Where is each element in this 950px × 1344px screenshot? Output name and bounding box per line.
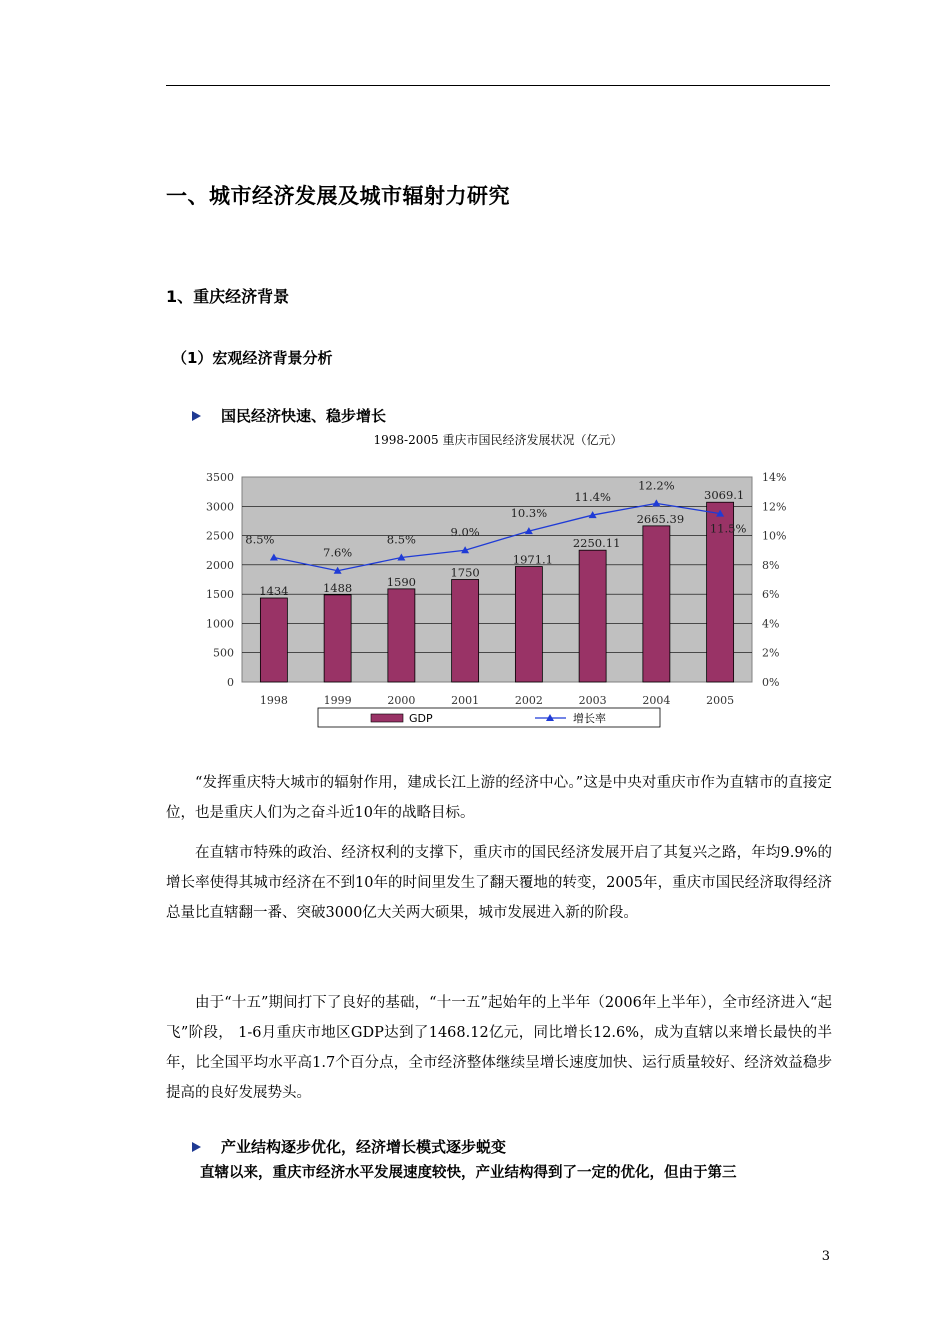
header-rule	[166, 85, 830, 86]
paragraph: “发挥重庆特大城市的辐射作用，建成长江上游的经济中心。”这是中央对重庆市作为直辖市的直接定位，也是重庆人们为之奋斗近10年的战略目标。	[166, 775, 832, 821]
x-tick-label: 2000	[387, 694, 416, 707]
legend-swatch-gdp	[371, 714, 403, 722]
gdp-chart	[190, 462, 790, 734]
bullet-item	[192, 1136, 506, 1157]
gdp-data-label: 1750	[450, 565, 480, 580]
gdp-data-label: 1488	[322, 580, 353, 595]
y-tick-label: 3000	[206, 500, 234, 514]
growth-data-label: 11.4%	[574, 490, 611, 505]
legend-label-growth: 增长率	[573, 712, 606, 725]
legend-box	[318, 708, 660, 727]
gdp-bar	[260, 598, 287, 682]
y-tick-label: 1000	[206, 617, 234, 631]
plot-area	[242, 477, 752, 682]
growth-data-label: 8.5%	[386, 532, 416, 547]
y2-tick-label: 6%	[762, 588, 780, 602]
growth-data-label: 8.5%	[245, 532, 275, 547]
x-tick-label: 2001	[451, 694, 480, 707]
paragraph: 在直辖市特殊的政治、经济权利的支撑下，重庆市的国民经济发展开启了其复兴之路，年均9.9%的增长率使得其城市经济在不到10年的时间里发生了翻天覆地的转变，2005年，重庆市国民经济取得经济总量比直辖翻一番、突破3000亿大关两大硕果，城市发展进入新的阶段。	[166, 845, 832, 921]
gdp-bar	[324, 595, 351, 682]
gdp-bar	[452, 580, 479, 683]
triangle-bullet-icon	[192, 1142, 201, 1152]
bullet-item	[192, 405, 386, 426]
gdp-bar	[643, 526, 670, 682]
gdp-data-label: 1434	[259, 584, 289, 599]
y2-tick-label: 14%	[762, 471, 787, 484]
gdp-data-label: 2665.39	[636, 511, 685, 526]
subsection-heading: 1、重庆经济背景	[166, 287, 290, 306]
legend-label-gdp: GDP	[409, 712, 433, 725]
gdp-data-label: 3069.1	[704, 488, 745, 503]
y2-tick-label: 0%	[762, 676, 780, 689]
x-tick-label: 2003	[578, 694, 607, 707]
x-tick-label: 2005	[706, 694, 735, 707]
x-tick-label: 1998	[259, 694, 288, 707]
gdp-bar	[579, 550, 606, 682]
page-number: 3	[821, 1249, 830, 1264]
x-tick-label: 2002	[514, 694, 543, 707]
gdp-bar	[388, 589, 415, 682]
y2-tick-label: 4%	[762, 617, 780, 631]
chart-title: 1998-2005 重庆市国民经济发展状况（亿元）	[373, 433, 623, 447]
x-tick-label: 2004	[642, 694, 671, 707]
triangle-bullet-icon	[192, 411, 201, 421]
y-tick-label: 2500	[206, 529, 234, 543]
section-heading: 一、城市经济发展及城市辐射力研究	[166, 184, 510, 208]
y2-tick-label: 8%	[762, 558, 780, 572]
growth-data-label: 10.3%	[510, 506, 548, 521]
growth-data-label: 9.0%	[450, 525, 480, 540]
y2-tick-label: 10%	[762, 529, 787, 543]
bullet-text: 产业结构逐步优化，经济增长模式逐步蜕变	[221, 1138, 507, 1156]
y-tick-label: 500	[213, 646, 234, 660]
x-tick-label: 1999	[323, 694, 352, 707]
paragraph-bold: 直辖以来，重庆市经济水平发展速度较快，产业结构得到了一定的优化，但由于第三	[200, 1165, 737, 1181]
growth-data-label: 12.2%	[638, 478, 675, 493]
y-tick-label: 2000	[206, 558, 234, 572]
y2-tick-label: 12%	[762, 500, 787, 514]
subsubsection-heading: （1）宏观经济背景分析	[172, 349, 333, 367]
bullet-text: 国民经济快速、稳步增长	[221, 407, 387, 425]
y-tick-label: 0	[227, 676, 234, 689]
y-tick-label: 3500	[206, 471, 234, 484]
gdp-data-label: 2250.11	[572, 536, 621, 551]
growth-data-label: 11.5%	[709, 521, 747, 536]
y-tick-label: 1500	[206, 588, 234, 602]
paragraph: 由于“十五”期间打下了良好的基础，“十一五”起始年的上半年（2006年上半年），全市经济进入“起飞”阶段， 1-6月重庆市地区GDP达到了1468.12亿元，同比增长12.6%，成为直辖以来增长最快的半年，比全国平均水平高1.7个百分点，全市经济整体继续呈增长速度加快、运行质量较好、经济效益稳步提高的良好发展势头。	[166, 995, 832, 1101]
growth-data-label: 7.6%	[323, 545, 353, 560]
gdp-data-label: 1971.1	[512, 552, 553, 567]
y2-tick-label: 2%	[762, 646, 780, 660]
gdp-data-label: 1590	[386, 574, 417, 589]
gdp-bar	[515, 567, 542, 682]
